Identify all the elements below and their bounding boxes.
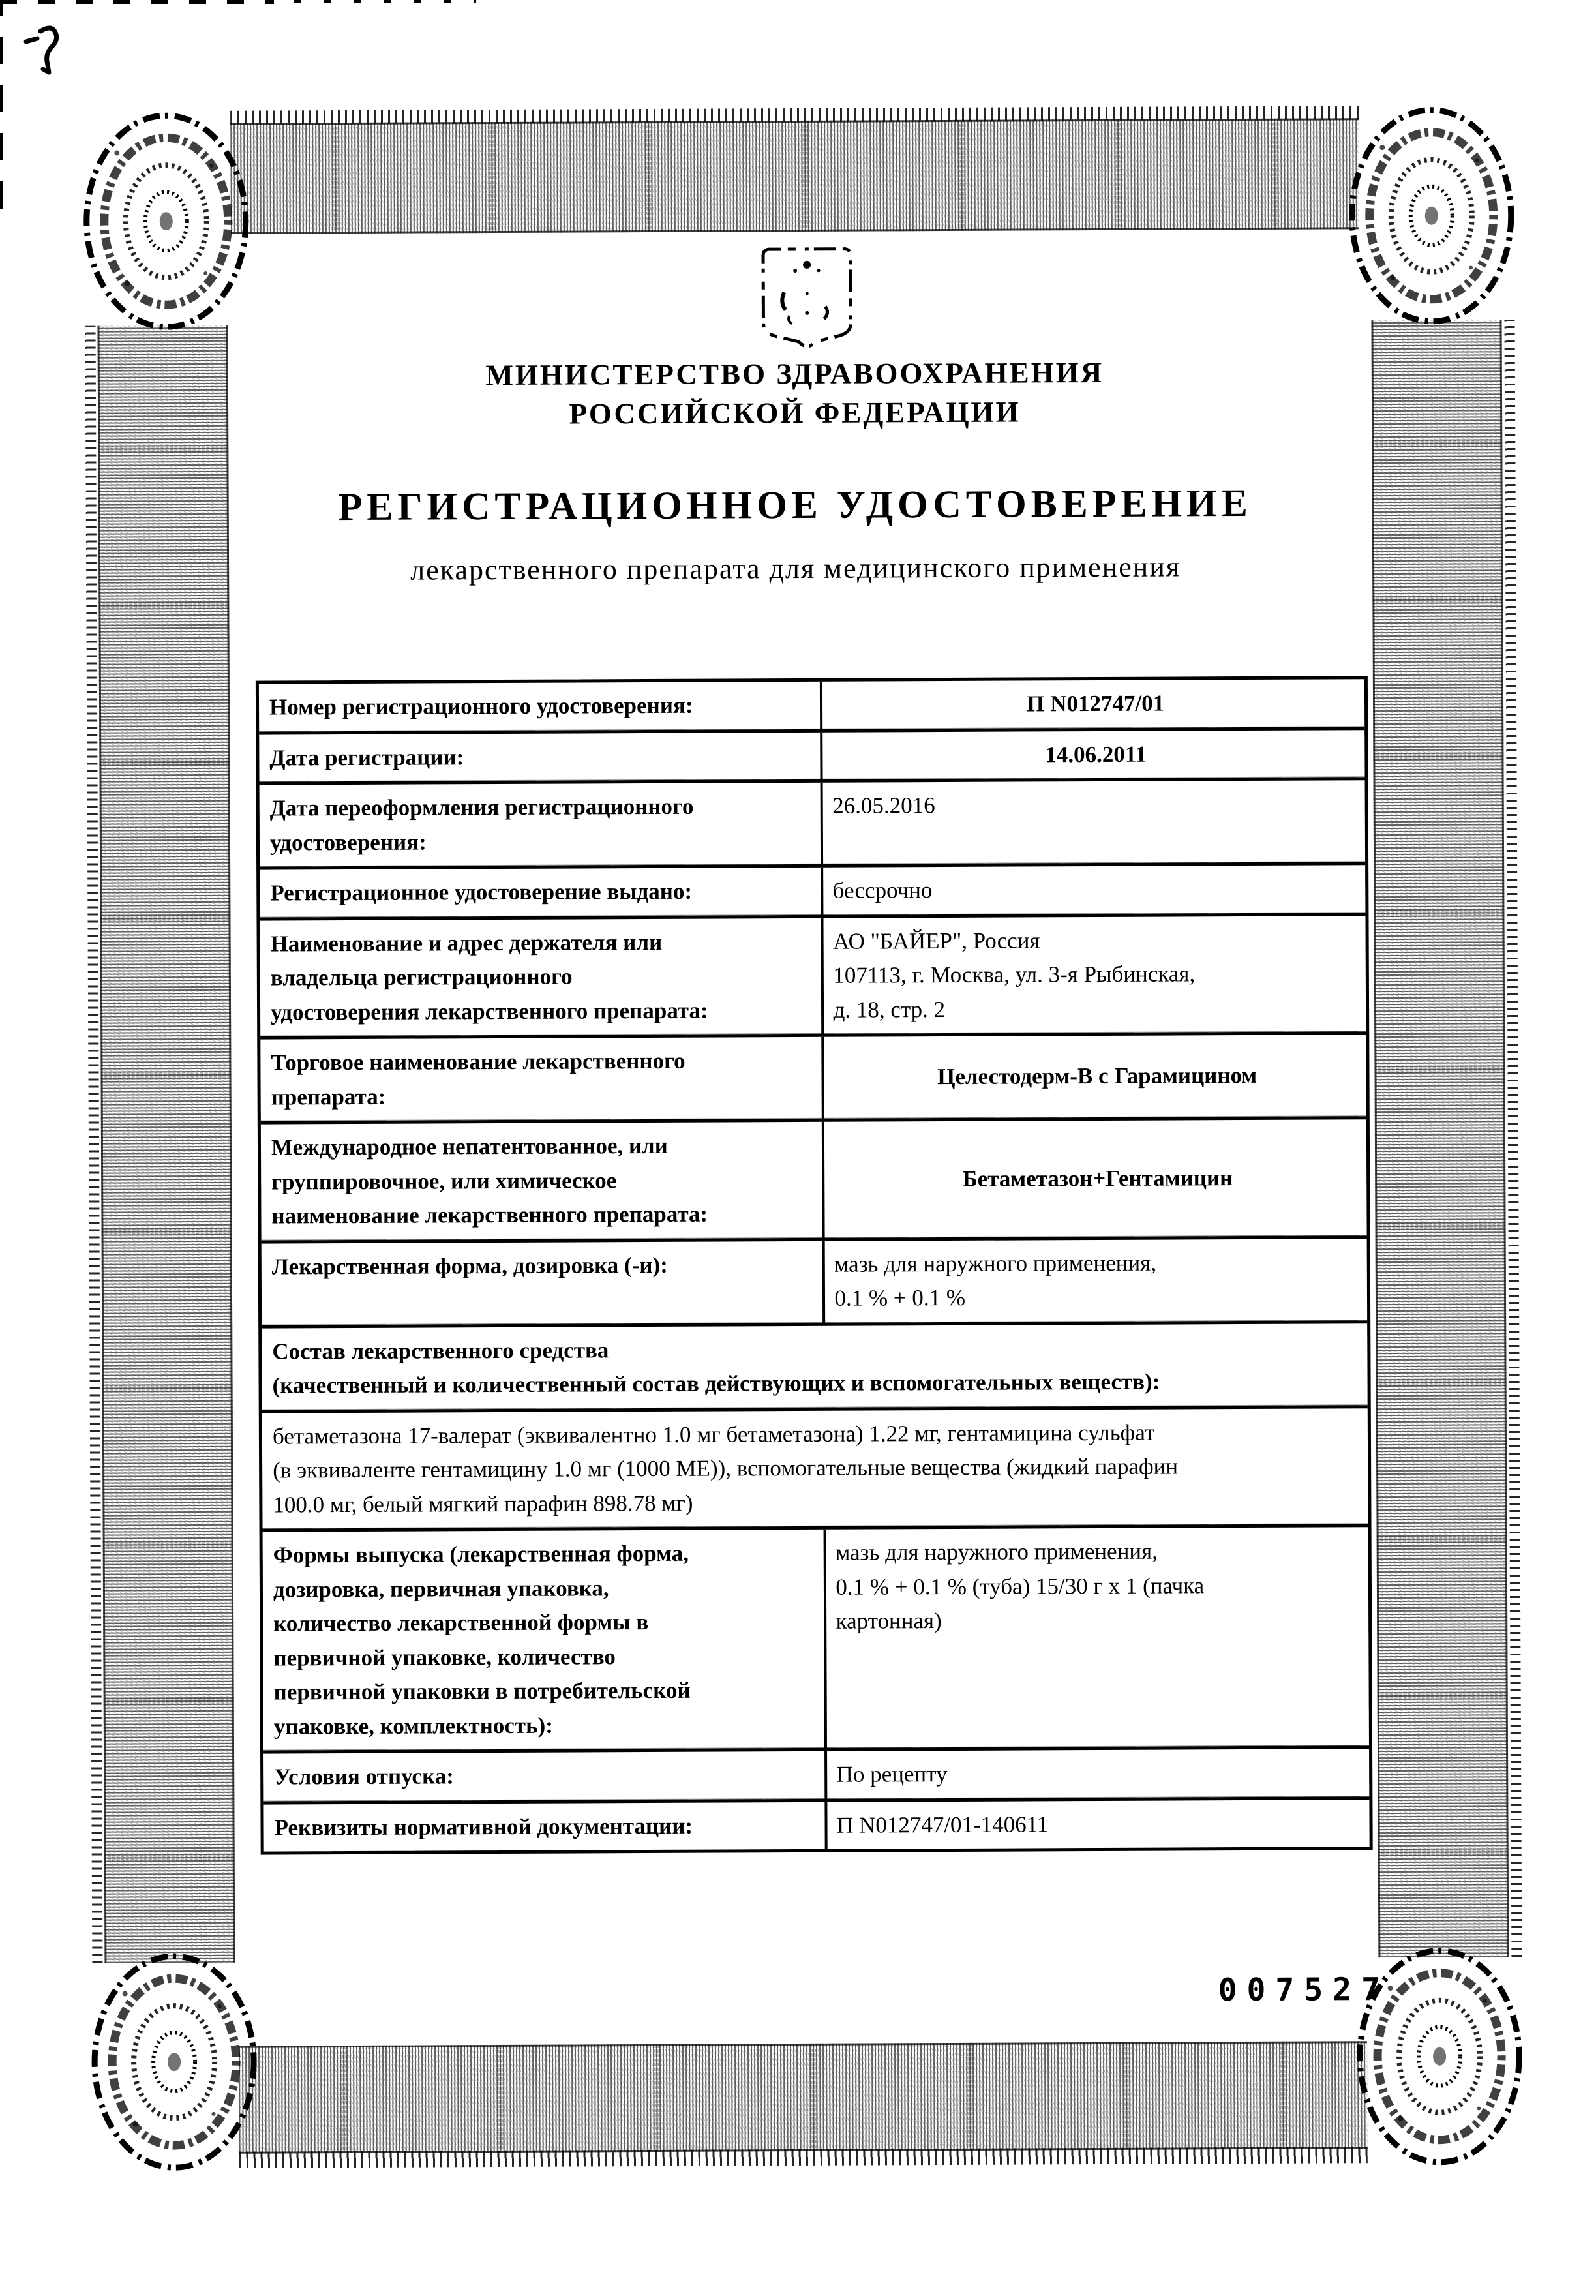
table-row-holder-name-address <box>260 913 1366 1036</box>
row-label: Условия отпуска: <box>263 1751 828 1801</box>
decorative-border-top <box>230 118 1359 234</box>
coat-of-arms-emblem-icon <box>758 247 856 352</box>
row-value: 14.06.2011 <box>1045 741 1147 767</box>
table-row-reissue-date <box>260 777 1366 866</box>
row-full-text: Состав лекарственного средства (качественный и количественный состав действующих и вспомогательных веществ): <box>272 1337 1160 1398</box>
row-value: Бетаметазон+Гентамицин <box>962 1164 1233 1192</box>
border-corner-rosette-bottom-left <box>85 1948 263 2177</box>
table-row-inn-name <box>261 1116 1367 1240</box>
table-row-normative-documentation <box>263 1796 1369 1852</box>
table-row-trade-name <box>260 1031 1366 1121</box>
row-value: Целестодерм-В с Гарамицином <box>937 1063 1257 1090</box>
row-value: мазь для наружного применения, 0.1 % + 0.1 % <box>834 1250 1157 1311</box>
row-value: АО "БАЙЕР", Россия 107113, г. Москва, ул. 3-я Рыбинская, д. 18, стр. 2 <box>832 927 1196 1023</box>
row-value: По рецепту <box>836 1761 948 1787</box>
row-value: мазь для наружного применения, 0.1 % + 0.1 % (туба) 15/30 г х 1 (пачка картонная) <box>836 1538 1205 1634</box>
ministry-name-line2: РОССИЙСКОЙ ФЕДЕРАЦИИ <box>569 395 1021 430</box>
table-row-registration-date <box>259 727 1364 782</box>
row-label: Регистрационное удостоверение выдано: <box>260 868 824 917</box>
row-label: Формы выпуска (лекарственная форма, дозировка, первичная упаковка, количество лекарственной формы в первичной упаковке, количество первичной упаковки в потребительской упаковке, комплектность): <box>263 1530 828 1751</box>
row-label: Международное непатентованное, или группировочное, или химическое наименование лекарственного препарата: <box>261 1122 825 1240</box>
certificate-title: РЕГИСТРАЦИОННОЕ УДОСТОВЕРЕНИЕ <box>338 481 1252 529</box>
ministry-name <box>0 351 1593 436</box>
row-value: П N012747/01-140611 <box>836 1811 1049 1838</box>
row-label: Дата переоформления регистрационного удостоверения: <box>260 783 824 867</box>
row-label: Наименование и адрес держателя или владельца регистрационного удостоверения лекарственного препарата: <box>260 918 824 1036</box>
certificate-subtitle: лекарственного препарата для медицинского применения <box>410 551 1181 586</box>
row-value: 26.05.2016 <box>832 793 935 819</box>
border-corner-rosette-top-right <box>1343 101 1520 330</box>
table-row-composition-header <box>262 1320 1368 1410</box>
table-row-dosage-form <box>262 1235 1368 1325</box>
table-row-certificate-number <box>259 679 1364 731</box>
row-value: бессрочно <box>832 877 933 903</box>
row-label: Реквизиты нормативной документации: <box>263 1802 828 1851</box>
serial-number: 007527 <box>1218 1971 1391 2009</box>
row-label: Дата регистрации: <box>259 732 823 781</box>
table-row-release-forms <box>263 1524 1369 1750</box>
table-row-composition-details <box>262 1405 1368 1529</box>
decorative-border-bottom <box>239 2041 1368 2154</box>
row-label: Лекарственная форма, дозировка (-и): <box>262 1241 826 1325</box>
table-row-dispensing-conditions <box>263 1745 1369 1801</box>
registration-table <box>256 676 1373 1854</box>
row-value: П N012747/01 <box>1027 690 1165 717</box>
row-full-text: бетаметазона 17-валерат (эквивалентно 1.0 мг бетаметазона) 1.22 мг, гентамицина сульфат (в эквиваленте гентамицину 1.0 мг (1000 МЕ)), вспомогательные вещества (жидкий парафин 100.0 мг, белый мягкий парафин 898.78 мг) <box>272 1419 1179 1518</box>
row-label: Торговое наименование лекарственного препарата: <box>260 1037 824 1121</box>
table-row-issued-validity <box>260 862 1365 917</box>
ministry-name-line1: МИНИСТЕРСТВО ЗДРАВООХРАНЕНИЯ <box>485 355 1104 392</box>
border-corner-rosette-top-left <box>78 107 255 336</box>
row-label: Номер регистрационного удостоверения: <box>259 682 823 731</box>
